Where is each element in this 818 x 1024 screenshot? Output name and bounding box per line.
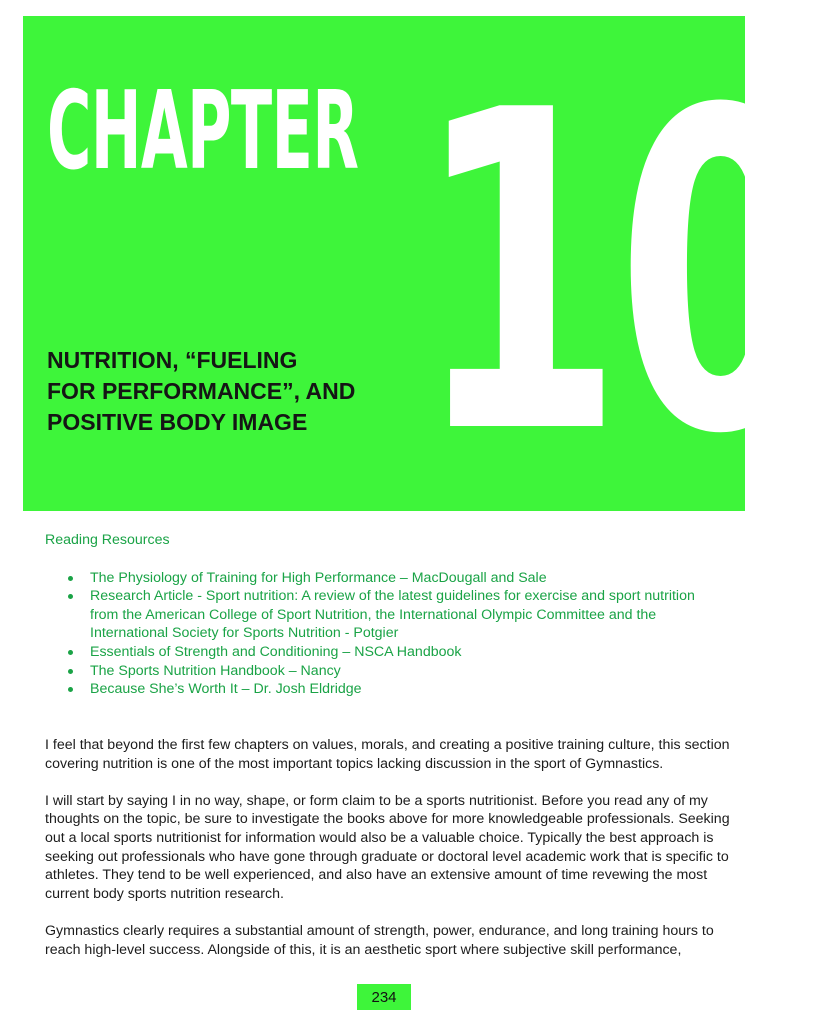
chapter-title-line: FOR PERFORMANCE”, AND — [47, 378, 356, 404]
reading-resources — [45, 531, 725, 699]
chapter-number: 10 — [415, 18, 818, 530]
resource-item: The Sports Nutrition Handbook – Nancy — [90, 662, 725, 681]
chapter-title — [47, 345, 407, 438]
reading-resources-list — [45, 569, 725, 699]
chapter-title-line: POSITIVE BODY IMAGE — [47, 409, 308, 435]
chapter-title-line: NUTRITION, “FUELING — [47, 347, 298, 373]
resource-item: Research Article - Sport nutrition: A review of the latest guidelines for exercise and sport nutrition from the American College of Sport Nutrition, the International Olympic Committee and the International Society for Sports Nutrition - Potgier — [90, 587, 725, 643]
page-number: 234 — [357, 984, 411, 1010]
resource-item: Because She’s Worth It – Dr. Josh Eldridge — [90, 680, 725, 699]
reading-resources-heading: Reading Resources — [45, 532, 170, 548]
chapter-banner — [23, 16, 818, 530]
resource-item: The Physiology of Training for High Performance – MacDougall and Sale — [90, 569, 725, 588]
chapter-label: CHAPTER — [47, 69, 359, 194]
body-paragraph: Gymnastics clearly requires a substantial amount of strength, power, endurance, and long training hours to reach high-level success. Alongside of this, it is an aesthetic sport where subjective skill performance, — [45, 922, 714, 958]
resource-item: Essentials of Strength and Conditioning – NSCA Handbook — [90, 643, 725, 662]
body-paragraph: I feel that beyond the first few chapters on values, morals, and creating a positive training culture, this section covering nutrition is one of the most important topics lacking discussion in the sport of Gymnastics. — [45, 737, 730, 772]
body-text — [45, 736, 735, 978]
body-paragraph: I will start by saying I in no way, shape, or form claim to be a sports nutritionist. Before you read any of my thoughts on the topic, be sure to investigate the books above for more knowledgeable professionals. Seeking out a local sports nutritionist for information would also be a valuable choice. Typically the best approach is seeking out professionals who have gone through graduate or doctoral level academic work that is specific to athletes. They tend to be well experienced, and also have an extensive amount of time revewing the most current body sports nutrition research. — [45, 792, 730, 902]
